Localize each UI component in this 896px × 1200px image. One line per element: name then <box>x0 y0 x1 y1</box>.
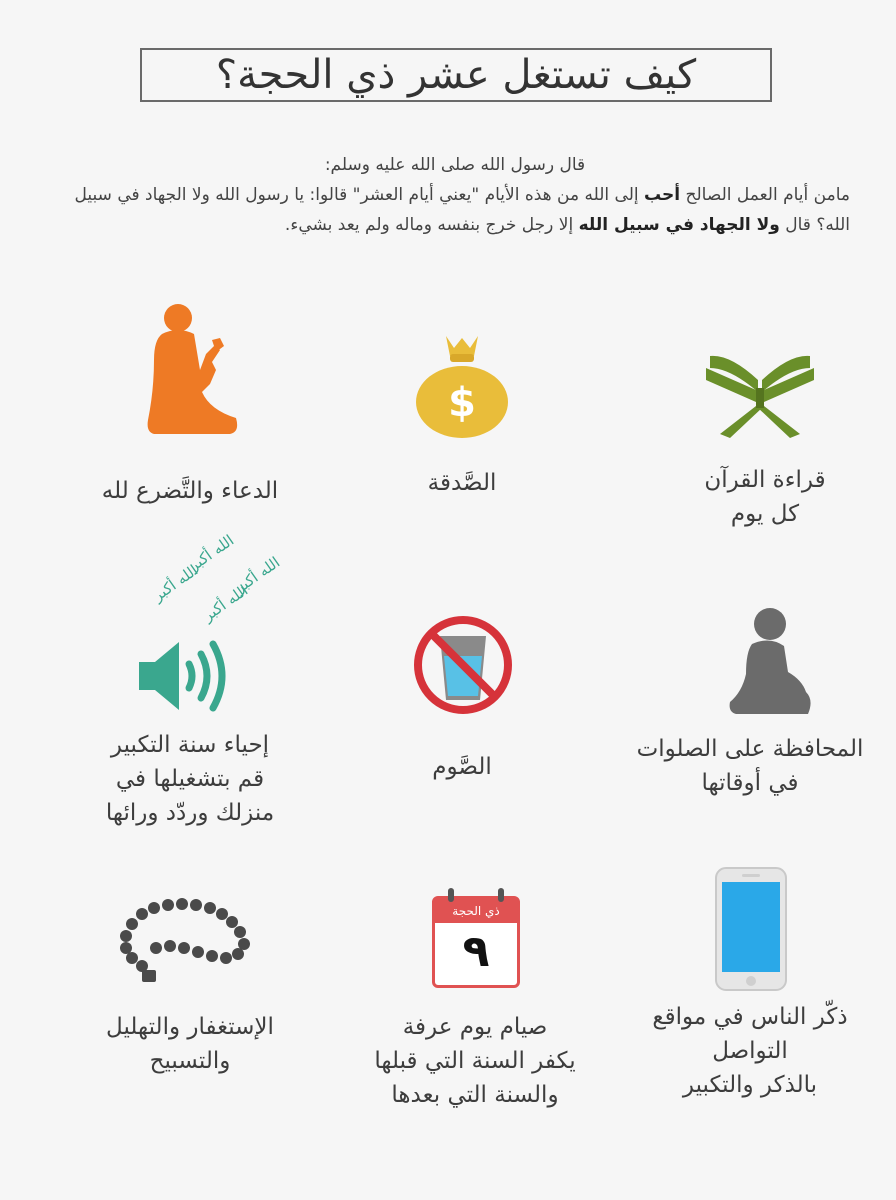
hadith-intro: قال رسول الله صلى الله عليه وسلم: <box>324 155 586 175</box>
praying-person-icon <box>140 300 250 440</box>
item-social-label <box>600 1000 896 1102</box>
page-title-text: كيف تستغل عشر ذي الحجة؟ <box>215 52 697 98</box>
item-dhikr-line1: الإستغفار والتهليل <box>106 1014 274 1040</box>
takbir-text-3: الله أكبر <box>199 581 252 625</box>
item-fasting-line1: الصَّوم <box>432 754 492 780</box>
svg-text:$: $ <box>448 380 476 426</box>
money-bag-icon <box>412 330 512 440</box>
item-arafah-line2: يكفر السنة التي قبلها <box>374 1048 576 1074</box>
speaker-icon <box>135 636 235 716</box>
hadith-bold2: ولا الجهاد في سبيل الله <box>578 215 780 235</box>
item-takbir-line2: قم بتشغيلها في <box>115 766 265 792</box>
item-charity-label <box>362 466 562 500</box>
item-takbir-label <box>70 728 310 830</box>
item-dua-line1: الدعاء والتَّضرع لله <box>101 478 279 504</box>
item-arafah-label <box>340 1010 610 1112</box>
calendar-icon <box>432 896 520 988</box>
hadith-part2: إلى الله من هذه الأيام "يعني أيام العشر" قالوا: يا رسول الله ولا الجهاد في سبيل الله؟ قال <box>74 185 850 235</box>
calendar-day: ٩ <box>462 926 490 977</box>
calendar-ring-2 <box>498 888 504 902</box>
takbir-text-1: الله أكبر <box>149 561 202 605</box>
calendar-header: ذي الحجة <box>435 899 517 923</box>
hadith-part3: إلا رجل خرج بنفسه وماله ولم يعد بشيء. <box>284 215 579 235</box>
prayer-beads-icon <box>112 896 262 986</box>
hadith-bold1: أحب <box>644 185 681 205</box>
item-quran-line2: كل يوم <box>730 501 800 527</box>
item-dua-label <box>70 474 310 508</box>
item-takbir-line1: إحياء سنة التكبير <box>110 732 270 758</box>
item-prayers-line1: المحافظة على الصلوات <box>636 736 864 762</box>
takbir-text-2: الله أكبر <box>185 531 238 575</box>
item-takbir-line3: منزلك وردّد ورائها <box>105 800 275 826</box>
calendar-ring-1 <box>448 888 454 902</box>
item-quran-label <box>660 463 870 531</box>
item-dhikr-label <box>60 1010 320 1078</box>
item-charity-line1: الصَّدقة <box>427 470 497 496</box>
item-dhikr-line2: والتسبيح <box>149 1048 231 1074</box>
no-drinking-icon <box>410 612 516 718</box>
page-title <box>140 48 772 102</box>
takbir-text-4: الله أكبر <box>231 553 284 597</box>
item-prayers-label <box>610 732 890 800</box>
item-social-line1: ذكّر الناس في مواقع <box>652 1004 848 1030</box>
quran-book-icon <box>700 350 820 440</box>
hadith-part1: مامن أيام العمل الصالح <box>680 185 850 205</box>
item-arafah-line1: صيام يوم عرفة <box>402 1014 548 1040</box>
item-quran-line1: قراءة القرآن <box>704 467 826 493</box>
smartphone-icon <box>714 866 788 992</box>
item-fasting-label <box>362 750 562 784</box>
kneeling-prayer-icon <box>722 602 822 722</box>
hadith-text <box>60 150 850 240</box>
item-social-line2: التواصل <box>712 1038 788 1064</box>
item-prayers-line2: في أوقاتها <box>701 770 799 796</box>
item-arafah-line3: والسنة التي بعدها <box>391 1082 559 1108</box>
item-social-line3: بالذكر والتكبير <box>682 1072 818 1098</box>
